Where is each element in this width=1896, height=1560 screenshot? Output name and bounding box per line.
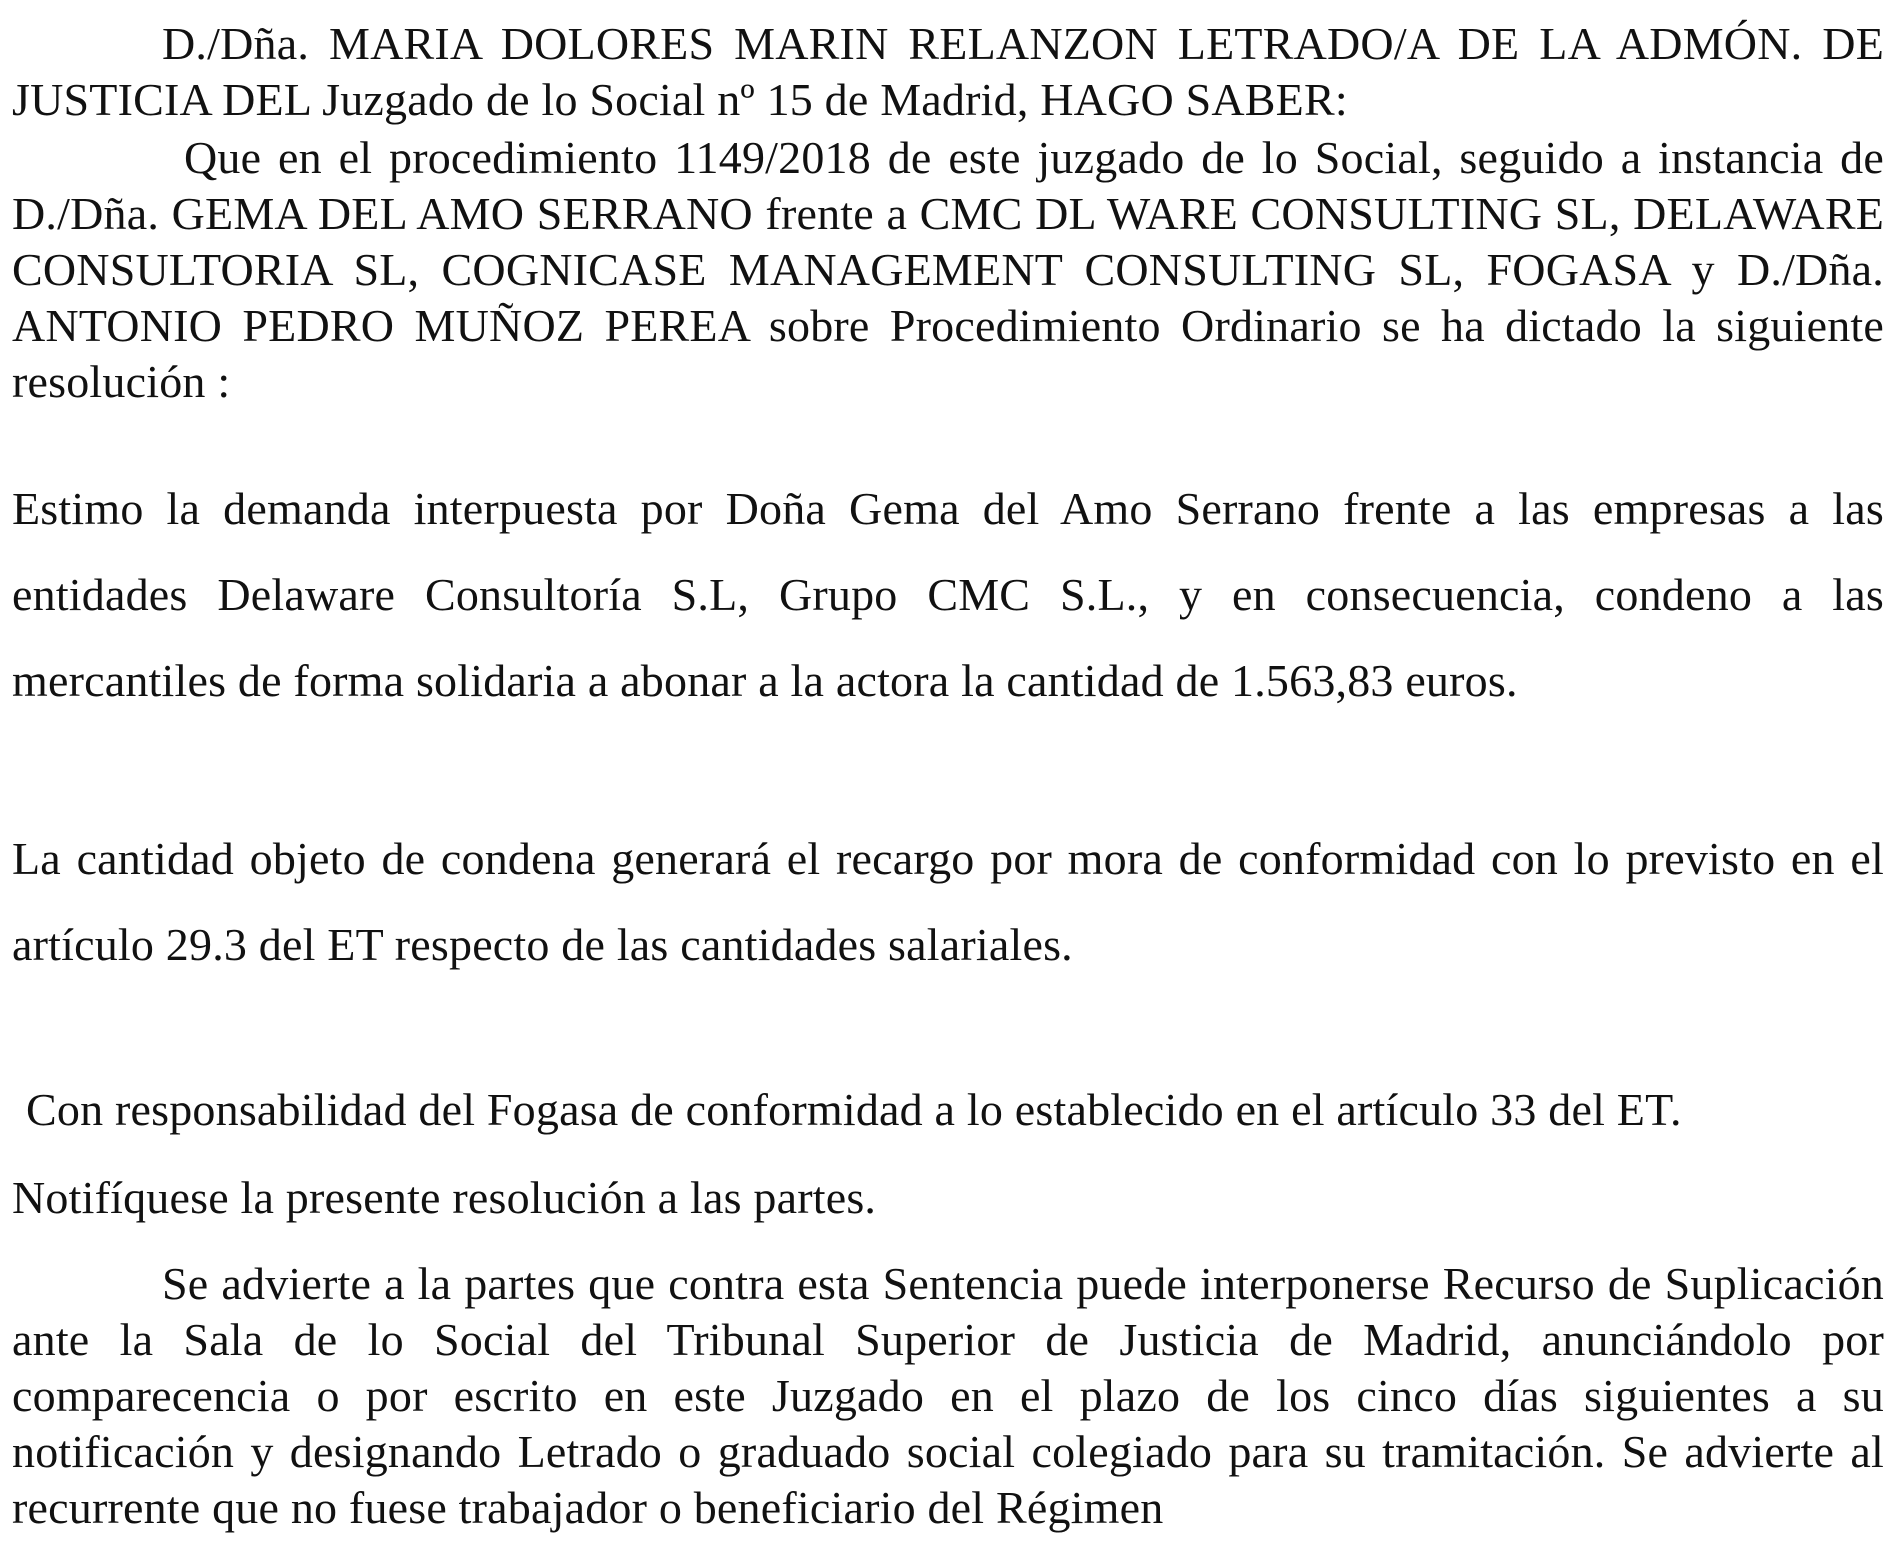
ruling-paragraph: Estimo la demanda interpuesta por Doña Gema del Amo Serrano frente a las empresas a las entidades Delaware Consultoría S.L, Grupo CMC S.L., y en consecuencia, condeno a las mercantiles de forma solidaria a abonar a la actora la cantidad de 1.563,83 euros. bbox=[12, 483, 1884, 706]
fogasa-paragraph: Con responsabilidad del Fogasa de conformidad a lo establecido en el artículo 33 del ET. bbox=[26, 1084, 1682, 1135]
notify-paragraph: Notifíquese la presente resolución a las partes. bbox=[12, 1172, 877, 1223]
header-paragraph: D./Dña. MARIA DOLORES MARIN RELANZON LETRADO/A DE LA ADMÓN. DE JUSTICIA DEL Juzgado de lo Social nº 15 de Madrid, HAGO SABER: bbox=[12, 18, 1884, 125]
appeal-paragraph: Se advierte a la partes que contra esta Sentencia puede interponerse Recurso de Suplicación ante la Sala de lo Social del Tribunal Superior de Justicia de Madrid, anunciándolo por comparecencia o por escrito en este Juzgado en el plazo de los cinco días siguientes a su notificación y designando Letrado o graduado social colegiado para su tramitación. Se advierte al recurrente que no fuese trabajador o beneficiario del Régimen bbox=[12, 1258, 1884, 1533]
procedure-paragraph: Que en el procedimiento 1149/2018 de este juzgado de lo Social, seguido a instancia de D./Dña. GEMA DEL AMO SERRANO frente a CMC DL WARE CONSULTING SL, DELAWARE CONSULTORIA SL, COGNICASE MANAGEMENT CONSULTING SL, FOGASA y D./Dña. ANTONIO PEDRO MUÑOZ PEREA sobre Procedimiento Ordinario se ha dictado la siguiente resolución : bbox=[12, 132, 1884, 407]
surcharge-paragraph: La cantidad objeto de condena generará el recargo por mora de conformidad con lo previsto en el artículo 29.3 del ET respecto de las cantidades salariales. bbox=[12, 833, 1884, 970]
